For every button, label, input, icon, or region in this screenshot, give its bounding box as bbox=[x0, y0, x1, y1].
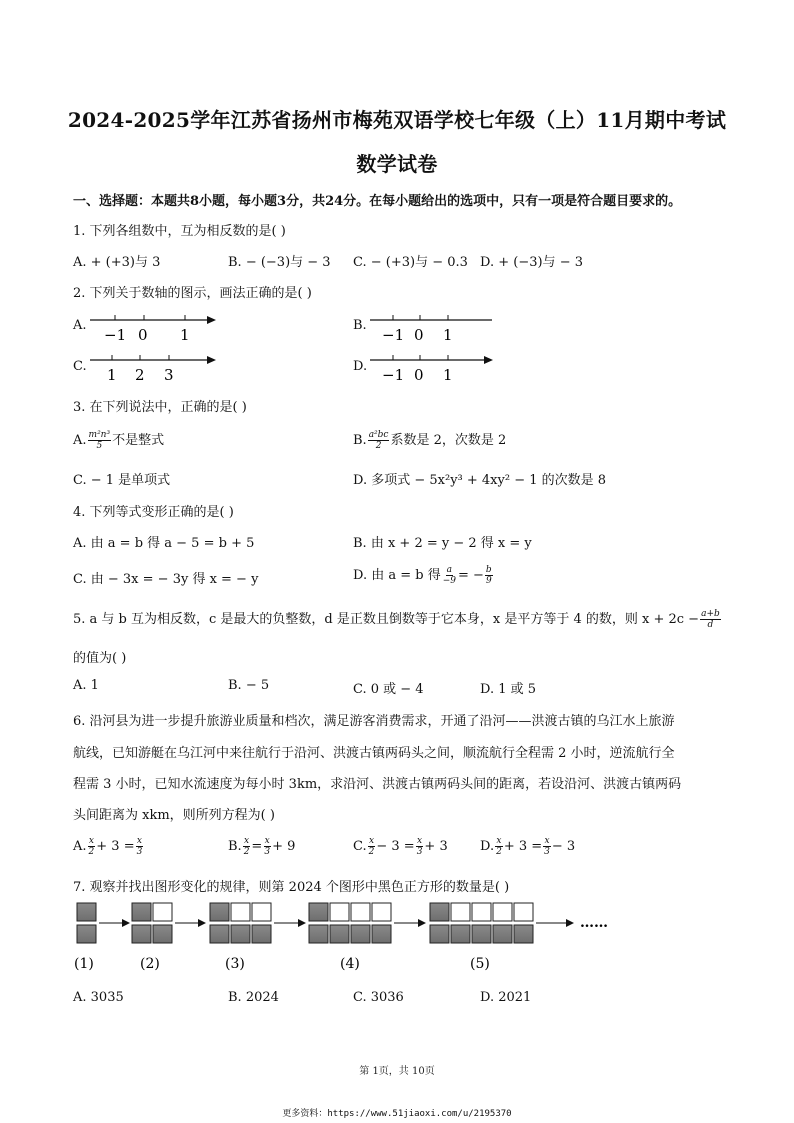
q6-option-b bbox=[228, 836, 295, 857]
figure-label-1: (1) bbox=[74, 956, 94, 972]
q3-option-d: D. 多项式 − 5x²y³ + 4xy² − 1 的次数是 8 bbox=[353, 473, 607, 488]
q6-option-d bbox=[480, 836, 575, 857]
q6-option-a bbox=[73, 836, 144, 857]
q4-d-mid: = − bbox=[458, 568, 484, 583]
number-line-c bbox=[88, 348, 218, 388]
q1-option-d: D. + (−3)与 − 3 bbox=[480, 255, 583, 270]
frac-num: x bbox=[136, 836, 142, 846]
pattern-figure bbox=[74, 900, 634, 980]
axis-c-label-3: 3 bbox=[164, 366, 174, 384]
q3-a-prefix: A. bbox=[73, 433, 87, 448]
q3-stem: 3. 在下列说法中，正确的是( ) bbox=[73, 400, 247, 415]
frac-num: x bbox=[264, 836, 270, 846]
axis-b-label-2: 0 bbox=[414, 326, 424, 344]
q5-option-c: C. 0 或 − 4 bbox=[353, 682, 424, 697]
q5-stem-line2: 的值为( ) bbox=[73, 651, 127, 666]
axis-b-label-3: 1 bbox=[443, 326, 453, 344]
number-line-b bbox=[368, 308, 498, 348]
q5-option-d: D. 1 或 5 bbox=[480, 682, 537, 697]
q7-option-a: A. 3035 bbox=[73, 990, 124, 1005]
q6-b-frac-2 bbox=[263, 836, 271, 857]
q4-d-num-1: a bbox=[446, 565, 453, 575]
q3-b-fraction bbox=[368, 430, 390, 451]
q6-b-eq-2: + 9 bbox=[272, 839, 296, 854]
q1-stem: 1. 下列各组数中，互为相反数的是( ) bbox=[73, 224, 286, 239]
figure-label-3: (3) bbox=[225, 956, 245, 972]
q7-stem: 7. 观察并找出图形变化的规律，则第 2024 个图形中黑色正方形的数量是( ) bbox=[73, 880, 510, 895]
q3-b-numerator: a²bc bbox=[368, 430, 389, 440]
frac-den: 3 bbox=[416, 847, 423, 857]
q6-option-c bbox=[353, 836, 448, 857]
q6-a-frac-1 bbox=[88, 836, 96, 857]
axis-c-label-1: 1 bbox=[107, 366, 117, 384]
q2-option-d: D. bbox=[353, 359, 368, 374]
q4-stem: 4. 下列等式变形正确的是( ) bbox=[73, 505, 234, 520]
axis-c-label-2: 2 bbox=[135, 366, 145, 384]
source-link[interactable]: 更多资料：https://www.51jiaoxi.com/u/2195370 bbox=[282, 1109, 512, 1119]
q5-fraction bbox=[700, 609, 721, 630]
q5-option-b: B. − 5 bbox=[228, 678, 270, 693]
q6-line4: 头间距离为 xkm，则所列方程为( ) bbox=[73, 808, 275, 823]
q3-option-c: C. − 1 是单项式 bbox=[73, 473, 171, 488]
q6-d-eq-2: − 3 bbox=[551, 839, 576, 854]
q1-option-b: B. − (−3)与 − 3 bbox=[228, 255, 331, 270]
q4-d-den-2: 9 bbox=[485, 576, 492, 586]
q3-b-suffix: 系数是 2，次数是 2 bbox=[390, 433, 507, 448]
q7-option-d: D. 2021 bbox=[480, 990, 532, 1005]
q6-d-prefix: D. bbox=[480, 839, 495, 854]
q6-c-eq-2: + 3 bbox=[424, 839, 448, 854]
q2-option-b: B. bbox=[353, 318, 367, 333]
q6-d-eq-1: + 3 = bbox=[503, 839, 543, 854]
q6-b-frac-1 bbox=[243, 836, 251, 857]
q3-b-prefix: B. bbox=[353, 433, 367, 448]
q6-d-frac-1 bbox=[495, 836, 503, 857]
q4-d-prefix: D. 由 a = b 得 bbox=[353, 568, 441, 583]
frac-den: 3 bbox=[136, 847, 143, 857]
figure-1 bbox=[77, 903, 96, 943]
q6-d-frac-2 bbox=[543, 836, 551, 857]
frac-den: 3 bbox=[544, 847, 550, 857]
figure-label-5: (5) bbox=[470, 956, 490, 972]
q3-a-fraction bbox=[88, 430, 112, 451]
q5-option-a: A. 1 bbox=[73, 678, 99, 693]
q6-c-frac-2 bbox=[416, 836, 424, 857]
q4-option-b: B. 由 x + 2 = y − 2 得 x = y bbox=[353, 536, 532, 551]
q6-c-prefix: C. bbox=[353, 839, 367, 854]
q4-d-num-2: b bbox=[485, 565, 492, 575]
frac-den: 3 bbox=[264, 847, 271, 857]
q4-option-a: A. 由 a = b 得 a − 5 = b + 5 bbox=[73, 536, 255, 551]
frac-num: x bbox=[417, 836, 423, 846]
q5-frac-num: a+b bbox=[701, 609, 720, 619]
frac-den: 2 bbox=[88, 847, 95, 857]
q7-option-b: B. 2024 bbox=[228, 990, 279, 1005]
q1-option-c: C. − (+3)与 − 0.3 bbox=[353, 255, 468, 270]
q3-a-numerator: m²n³ bbox=[88, 430, 111, 440]
frac-num: x bbox=[244, 836, 250, 846]
q5-frac-den: d bbox=[707, 620, 714, 630]
figure-label-4: (4) bbox=[340, 956, 360, 972]
q7-option-c: C. 3036 bbox=[353, 990, 404, 1005]
q6-line3: 程需 3 小时，已知水流速度为每小时 3km，求沿河、洪渡古镇两码头间的距离，若设沿河、洪渡古镇两码 bbox=[73, 777, 682, 792]
q6-line2: 航线，已知游艇在乌江河中来往航行于沿河、洪渡古镇两码头之间，顺流航行全程需 2 小时，逆流航行全 bbox=[73, 746, 675, 761]
number-line-a bbox=[88, 308, 218, 348]
frac-den: 2 bbox=[243, 847, 250, 857]
number-line-d bbox=[368, 348, 498, 388]
frac-num: x bbox=[496, 836, 502, 846]
q4-d-den-1: −9 bbox=[442, 576, 456, 586]
frac-den: 2 bbox=[496, 847, 502, 857]
q6-c-eq-1: − 3 = bbox=[376, 839, 415, 854]
q6-a-prefix: A. bbox=[73, 839, 87, 854]
q3-option-a bbox=[73, 429, 164, 451]
figure-2 bbox=[132, 903, 172, 943]
q6-b-prefix: B. bbox=[228, 839, 242, 854]
axis-d-label-3: 1 bbox=[443, 366, 453, 384]
axis-d-label-2: 0 bbox=[414, 366, 424, 384]
q2-stem: 2. 下列关于数轴的图示，画法正确的是( ) bbox=[73, 286, 312, 301]
figure-5 bbox=[430, 903, 533, 943]
axis-b-label-1: −1 bbox=[382, 326, 405, 344]
title-line2: 数学试卷 bbox=[356, 152, 438, 176]
axis-a-label-3: 1 bbox=[180, 326, 190, 344]
q4-option-c: C. 由 − 3x = − 3y 得 x = − y bbox=[73, 572, 259, 587]
title-line1: 2024-2025学年江苏省扬州市梅苑双语学校七年级（上）11月期中考试 bbox=[67, 108, 727, 132]
axis-d-label-1: −1 bbox=[382, 366, 405, 384]
q3-a-denominator: 5 bbox=[96, 441, 103, 451]
q4-option-d bbox=[353, 564, 494, 586]
section-heading: 一、选择题：本题共8小题，每小题3分，共24分。在每小题给出的选项中，只有一项是符合题目要求的。 bbox=[73, 194, 682, 209]
figure-3 bbox=[210, 903, 271, 943]
q6-a-eq: + 3 = bbox=[96, 839, 135, 854]
q3-option-b bbox=[353, 429, 506, 451]
frac-num: x bbox=[88, 836, 94, 846]
q6-line1: 6. 沿河县为进一步提升旅游业质量和档次，满足游客消费需求，开通了沿河——洪渡古镇的乌江水上旅游 bbox=[73, 714, 675, 729]
q2-option-a: A. bbox=[73, 318, 87, 333]
figure-4 bbox=[309, 903, 391, 943]
q5-stem-text: 5. a 与 b 互为相反数，c 是最大的负整数，d 是正数且倒数等于它本身，x 是平方等于 4 的数，则 x + 2c − bbox=[73, 612, 700, 627]
pattern-dots: …… bbox=[580, 915, 608, 931]
axis-a-label-1: −1 bbox=[104, 326, 127, 344]
figure-label-2: (2) bbox=[140, 956, 160, 972]
q3-b-denominator: 2 bbox=[375, 441, 382, 451]
q5-stem bbox=[73, 608, 722, 630]
frac-den: 2 bbox=[368, 847, 375, 857]
q6-a-frac-2 bbox=[136, 836, 144, 857]
frac-num: x bbox=[368, 836, 375, 846]
q4-d-fraction-1 bbox=[442, 565, 457, 586]
frac-num: x bbox=[544, 836, 550, 846]
page-footer: 第 1页，共 10页 bbox=[359, 1066, 435, 1077]
q2-option-c: C. bbox=[73, 359, 87, 374]
q4-d-fraction-2 bbox=[485, 565, 493, 586]
q1-option-a: A. + (+3)与 3 bbox=[73, 255, 161, 270]
q6-c-frac-1 bbox=[368, 836, 376, 857]
q6-b-eq-1: = bbox=[251, 839, 263, 854]
q3-a-suffix: 不是整式 bbox=[112, 433, 165, 448]
axis-a-label-2: 0 bbox=[138, 326, 148, 344]
